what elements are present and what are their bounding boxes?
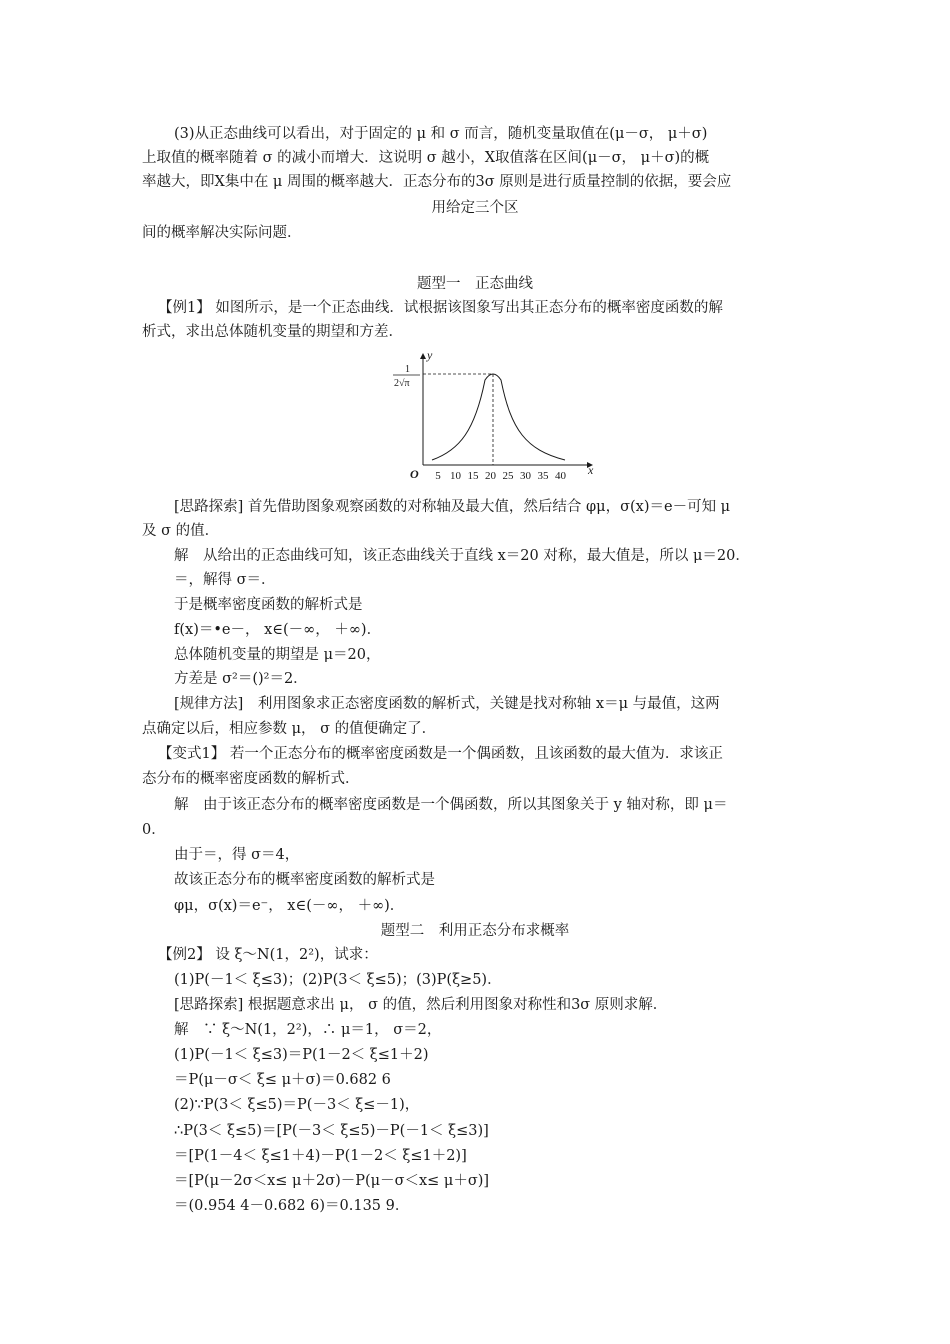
text-line: 及 σ 的值． (142, 523, 220, 539)
origin-label: O (410, 467, 419, 481)
text-line: 解 ∵ ξ～N(1，2²)，∴ μ＝1， σ＝2， (174, 1022, 442, 1038)
text-line: (1)P(－1＜ ξ≤3)；(2)P(3＜ ξ≤5)；(3)P(ξ≥5)． (174, 972, 502, 988)
text-line: [思路探索] 首先借助图象观察函数的对称轴及最大值，然后结合 φμ，σ(x)＝e－可知 μ (174, 499, 731, 515)
x-tick-label: 5 (435, 470, 441, 482)
text-line: 故该正态分布的概率密度函数的解析式是 (174, 872, 435, 888)
text-line: 总体随机变量的期望是 μ＝20， (174, 647, 381, 663)
text-line: 解 从给出的正态曲线可知，该正态曲线关于直线 x＝20 对称，最大值是，所以 μ＝20． (174, 548, 750, 564)
text-line: 方差是 σ²＝()²＝2． (174, 671, 308, 687)
text-line: ＝，解得 σ＝． (174, 572, 276, 588)
text-line: 解 由于该正态分布的概率密度函数是一个偶函数，所以其图象关于 y 轴对称，即 μ＝ (174, 797, 728, 813)
section-heading: 题型二 利用正态分布求概率 (380, 923, 570, 939)
text-line: ∴P(3＜ ξ≤5)＝[P(－3＜ ξ≤5)－P(－1＜ ξ≤3)] (174, 1123, 489, 1139)
ymax-denominator: 2√π (394, 378, 410, 389)
text-line: f(x)＝•e－， x∈(－∞， ＋∞)． (174, 622, 382, 638)
text-line: (2)∵P(3＜ ξ≤5)＝P(－3＜ ξ≤－1)， (174, 1097, 420, 1113)
text-line: 【例2】 设 ξ～N(1，2²)，试求： (158, 947, 378, 963)
text-line: (3)从正态曲线可以看出，对于固定的 μ 和 σ 而言，随机变量取值在(μ－σ， μ＋σ) (174, 126, 708, 142)
text-line: [规律方法] 利用图象求正态密度函数的解析式，关键是找对称轴 x＝μ 与最值，这两 (174, 696, 720, 712)
x-tick-label: 30 (520, 470, 531, 482)
text-line: [思路探索] 根据题意求出 μ， σ 的值，然后利用图象对称性和3σ 原则求解． (174, 997, 668, 1013)
x-tick-label: 40 (555, 470, 566, 482)
text-line: 率越大，即X集中在 μ 周围的概率越大．正态分布的3σ 原则是进行质量控制的依据，要会应 (142, 174, 732, 190)
x-tick-label: 20 (485, 470, 496, 482)
text-line: 析式，求出总体随机变量的期望和方差． (142, 324, 403, 340)
normal-curve (432, 374, 565, 460)
text-line: 【例1】 如图所示，是一个正态曲线．试根据该图象写出其正态分布的概率密度函数的解 (158, 300, 723, 316)
text-line: ＝[P(μ－2σ＜x≤ μ＋2σ)－P(μ－σ＜x≤ μ＋σ)] (174, 1173, 490, 1189)
section-heading: 题型一 正态曲线 (417, 276, 533, 292)
text-line: 于是概率密度函数的解析式是 (174, 597, 363, 613)
x-tick-label: 35 (537, 470, 549, 482)
text-line: 间的概率解决实际问题． (142, 225, 302, 241)
text-line: 0． (142, 822, 166, 838)
text-line: (1)P(－1＜ ξ≤3)＝P(1－2＜ ξ≤1＋2) (174, 1047, 429, 1063)
text-line: ＝P(μ－σ＜ ξ≤ μ＋σ)＝0.682 6 (174, 1072, 391, 1088)
x-tick-labels (435, 470, 566, 482)
x-axis-label: x (588, 463, 594, 477)
x-tick-label: 25 (502, 470, 514, 482)
text-line: ＝[P(1－4＜ ξ≤1＋4)－P(1－2＜ ξ≤1＋2)] (174, 1148, 467, 1164)
x-tick-label: 10 (450, 470, 461, 482)
text-line: 由于＝，得 σ＝4， (174, 847, 300, 863)
text-line: 点确定以后，相应参数 μ， σ 的值便确定了． (142, 721, 437, 737)
text-line: ＝(0.954 4－0.682 6)＝0.135 9． (174, 1198, 410, 1214)
text-line: 上取值的概率随着 σ 的减小而增大．这说明 σ 越小，X取值落在区间(μ－σ， μ＋σ)的概 (142, 150, 710, 166)
text-line: φμ，σ(x)＝e⁻， x∈(－∞， ＋∞)． (174, 898, 405, 914)
ymax-numerator: 1 (405, 364, 410, 375)
text-line: 用给定三个区 (431, 200, 519, 216)
normal-curve-graph (390, 350, 605, 485)
y-axis-label: y (427, 350, 433, 362)
text-line: 【变式1】 若一个正态分布的概率密度函数是一个偶函数，且该函数的最大值为．求该正 (158, 746, 723, 762)
x-tick-label: 15 (467, 470, 479, 482)
text-line: 态分布的概率密度函数的解析式． (142, 771, 360, 787)
